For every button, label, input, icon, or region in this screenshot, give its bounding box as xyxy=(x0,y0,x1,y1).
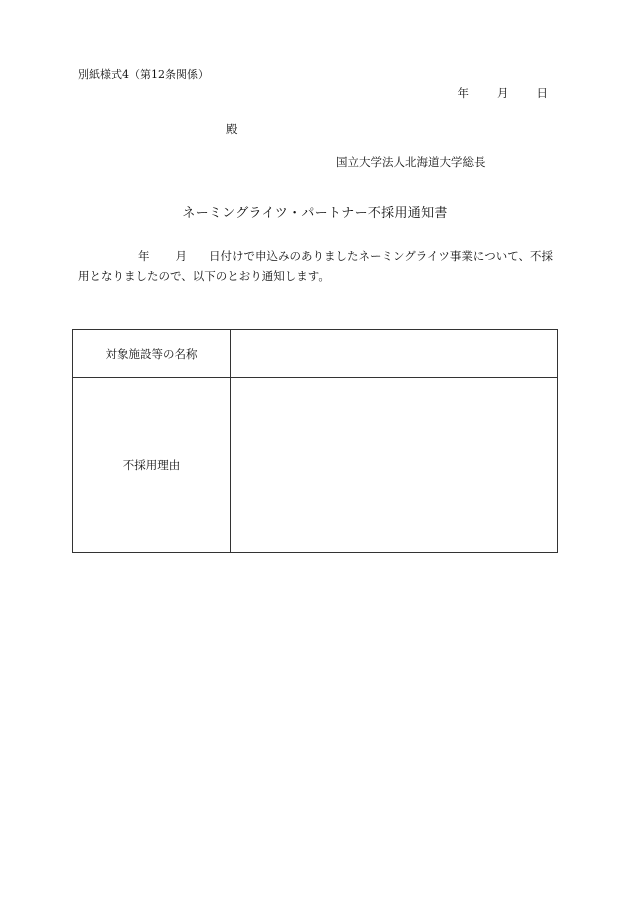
rejection-reason-label: 不採用理由 xyxy=(73,378,231,553)
body-month: 月 xyxy=(175,249,187,263)
table-row xyxy=(73,378,558,553)
facility-name-label: 対象施設等の名称 xyxy=(73,330,231,378)
facility-name-value[interactable] xyxy=(231,330,558,378)
addressee-suffix: 殿 xyxy=(226,122,238,136)
date-month: 月 xyxy=(497,86,509,100)
body-year: 年 xyxy=(138,249,150,263)
body-line-1-text: 日付けで申込みのありましたネーミングライツ事業について、不採 xyxy=(209,249,553,263)
rejection-reason-value[interactable] xyxy=(231,378,558,553)
date-year: 年 xyxy=(457,86,469,100)
body-line-1 xyxy=(78,246,553,266)
date-day: 日 xyxy=(536,86,548,100)
info-table xyxy=(72,329,558,553)
issuer-name: 国立大学法人北海道大学総長 xyxy=(336,155,486,169)
date-line xyxy=(458,85,549,101)
body-text xyxy=(78,246,553,286)
table-row xyxy=(73,330,558,378)
document-title: ネーミングライツ・パートナー不採用通知書 xyxy=(182,206,448,221)
form-label: 別紙様式4（第12条関係） xyxy=(78,68,209,81)
body-line-2: 用となりましたので、以下のとおり通知します。 xyxy=(78,269,330,283)
